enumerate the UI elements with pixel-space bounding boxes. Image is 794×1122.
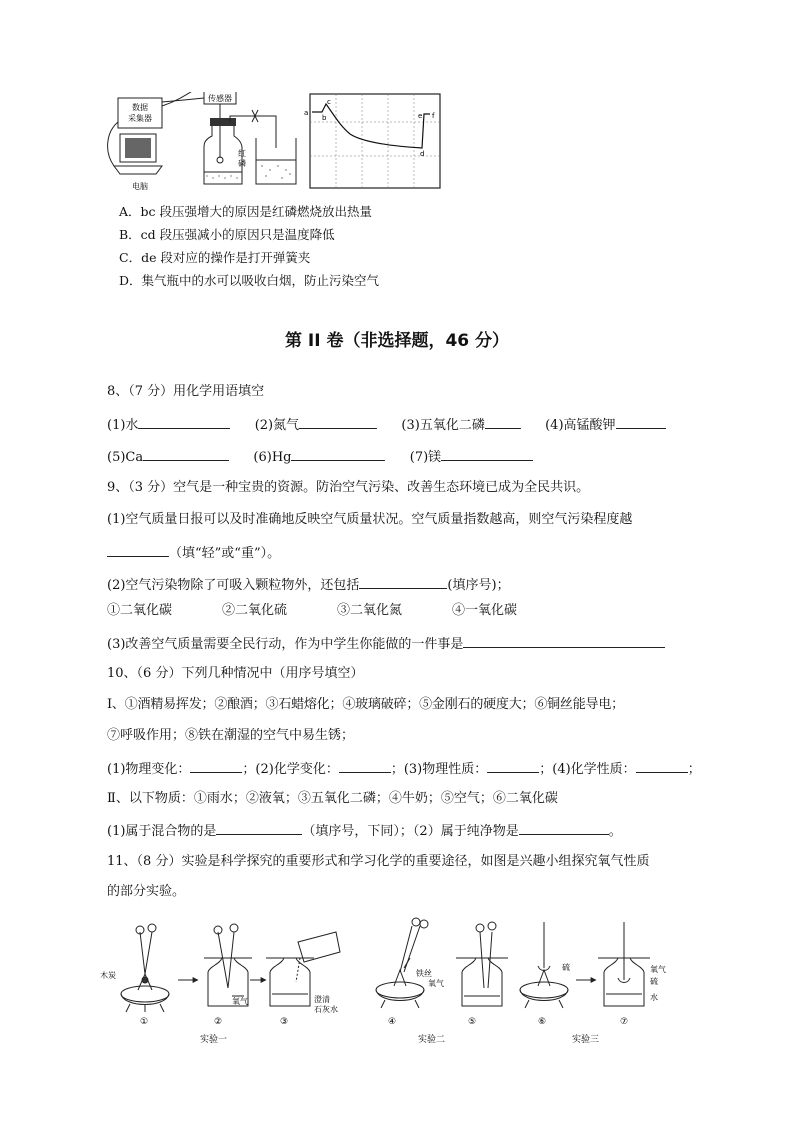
q10-blank-2[interactable] (339, 759, 391, 773)
label-oxygen-2: 氧气 (428, 979, 444, 988)
graph-point-e: e (418, 112, 423, 120)
q8-item-2: (2)氮气 (254, 418, 300, 433)
q9-part3 (107, 634, 665, 654)
q9-blank-1[interactable] (107, 543, 169, 557)
exp-2-bottle (204, 924, 252, 1006)
label-water: 水 (650, 993, 658, 1002)
label-sulfur: 硫 (562, 963, 570, 972)
q9-part2-tail: (填序号)； (447, 578, 510, 593)
graph-point-c: c (327, 98, 331, 106)
red-phosphorus-label: 红 (238, 149, 246, 158)
pressure-curve (312, 104, 430, 148)
label-limewater-2: 石灰水 (314, 1005, 338, 1014)
q9-part1-line1: (1)空气质量日报可以及时准确地反映空气质量状况。空气质量指数越高，则空气污染程度越 (107, 512, 633, 527)
red-phosphorus-label-2: 磷 (238, 159, 246, 168)
q8-blank-3[interactable] (485, 415, 521, 429)
label-oxygen-3: 氧气 (650, 965, 666, 974)
graph-point-b: b (322, 114, 327, 122)
q8-row1 (107, 415, 666, 435)
q10-i-asks (107, 759, 701, 779)
q8-blank-6[interactable] (291, 447, 385, 461)
q10-ask-1: (1)物理变化： (107, 762, 191, 777)
q9-part1-line2 (107, 543, 280, 563)
q9-blank-2[interactable] (359, 575, 447, 589)
q8-item-3: (3)五氧化二磷 (401, 418, 485, 433)
experiment-1-label: 实验一 (200, 1035, 228, 1045)
label-charcoal: 木炭 (100, 971, 116, 980)
q7-option-a: A．bc 段压强增大的原因是红磷燃烧放出热量 (119, 204, 373, 219)
q8-row2 (107, 447, 533, 467)
step-num-2: ② (214, 1017, 223, 1027)
q10-blank-4[interactable] (636, 759, 688, 773)
q10-ii-ask-2: （填序号，下同）；（2）属于纯净物是 (302, 824, 519, 839)
q8-item-7: (7)镁 (409, 450, 442, 465)
exp-4-lamp (376, 918, 428, 1008)
label-iron-wire: 铁丝 (416, 969, 432, 978)
step-num-1: ① (140, 1017, 149, 1027)
graph-point-a: a (304, 109, 309, 117)
q7-option-b: B．cd 段压强减小的原因只是温度降低 (119, 227, 335, 242)
q8-item-6: (6)Hg (253, 450, 292, 465)
q9-part1-hint: （填“轻”或“重”）。 (169, 546, 281, 561)
q9-choice-2: ②二氧化硫 (222, 603, 288, 618)
q11-line1: 11、（8 分）实验是科学探究的重要形式和学习化学的重要途径，如图是兴趣小组探究氧气性质 (107, 854, 650, 869)
q7-option-c: C．de 段对应的操作是打开弹簧夹 (119, 250, 311, 265)
q9-choice-4: ④一氧化碳 (452, 603, 518, 618)
q8-blank-5[interactable] (143, 447, 229, 461)
q10-ask-end: ； (687, 762, 701, 777)
q7-option-d: D．集气瓶中的水可以吸收白烟，防止污染空气 (119, 273, 380, 288)
computer-label: 电脑 (132, 182, 148, 191)
q10-blank-1[interactable] (190, 759, 242, 773)
oxygen-experiments-figure (100, 912, 700, 1052)
q8-item-1: (1)水 (107, 418, 139, 433)
q10-blank-3[interactable] (487, 759, 539, 773)
exp-6-lamp (520, 922, 568, 1008)
q8-blank-4[interactable] (616, 415, 666, 429)
q10-ii-end: 。 (608, 824, 622, 839)
q9-part2-text: (2)空气污染物除了可吸入颗粒物外，还包括 (107, 578, 360, 593)
q8-blank-1[interactable] (138, 415, 230, 429)
q8-item-5: (5)Ca (107, 450, 144, 465)
q10-ii-line: Ⅱ、以下物质：①雨水；②液氧；③五氧化二磷；④牛奶；⑤空气；⑥二氧化碳 (107, 791, 558, 806)
q10-ii-asks (107, 821, 622, 841)
sensor-label: 传感器 (208, 94, 232, 103)
q9-choice-1: ①二氧化碳 (107, 603, 173, 618)
q9-part3-text: (3)改善空气质量需要全民行动，作为中学生你能做的一件事是 (107, 637, 464, 652)
q8-item-4: (4)高锰酸钾 (545, 418, 616, 433)
q10-ask-4: ；(4)化学性质： (539, 762, 636, 777)
apparatus-figure (100, 92, 460, 194)
q8-blank-2[interactable] (299, 415, 377, 429)
graph-point-f: f (432, 112, 435, 120)
q11-line2: 的部分实验。 (107, 884, 186, 899)
q10-i-line2: ⑦呼吸作用；⑧铁在潮湿的空气中易生锈； (107, 728, 355, 743)
experiment-3-label: 实验三 (572, 1035, 600, 1045)
graph-point-d: d (420, 150, 425, 158)
q10-blank-6[interactable] (519, 821, 609, 835)
q10-i-line1: Ⅰ、①酒精易挥发；②酿酒；③石蜡熔化；④玻璃破碎；⑤金刚石的硬度大；⑥铜丝能导电； (107, 697, 624, 712)
q10-ask-3: ；(3)物理性质： (390, 762, 488, 777)
q9-choices (107, 602, 517, 620)
step-num-6: ⑥ (538, 1017, 547, 1027)
q9-part2 (107, 575, 510, 595)
q10-ii-ask-1: (1)属于混合物的是 (107, 824, 217, 839)
data-collector-label: 数据 (132, 103, 148, 112)
exp-1-lamp (121, 924, 169, 1012)
q8-blank-7[interactable] (441, 447, 533, 461)
label-sulfur-2: 硫 (650, 977, 658, 986)
experiment-2-label: 实验二 (418, 1035, 446, 1045)
data-collector-label-2: 采集器 (128, 114, 152, 123)
q10-blank-5[interactable] (216, 821, 302, 835)
gas-bottle (204, 126, 242, 184)
q9-choice-3: ③二氧化氮 (337, 603, 403, 618)
exp-5-bottle (456, 922, 508, 1006)
step-num-5: ⑤ (468, 1017, 477, 1027)
step-num-4: ④ (388, 1017, 397, 1027)
label-limewater: 澄清 (314, 995, 330, 1004)
q10-stem: 10、（6 分）下列几种情况中（用序号填空） (107, 666, 364, 681)
q9-blank-3[interactable] (463, 634, 665, 648)
section-title: 第 II 卷（非选择题，46 分） (284, 331, 510, 351)
step-num-7: ⑦ (620, 1017, 629, 1027)
label-oxygen-1: 氧气 (232, 997, 248, 1006)
step-num-3: ③ (280, 1017, 289, 1027)
q8-stem: 8、（7 分）用化学用语填空 (107, 384, 265, 399)
q10-ask-2: ；(2)化学变化： (242, 762, 339, 777)
q9-stem: 9、（3 分）空气是一种宝贵的资源。防治空气污染、改善生态环境已成为全民共识。 (107, 480, 590, 495)
exp-7-bottle (598, 922, 650, 1006)
